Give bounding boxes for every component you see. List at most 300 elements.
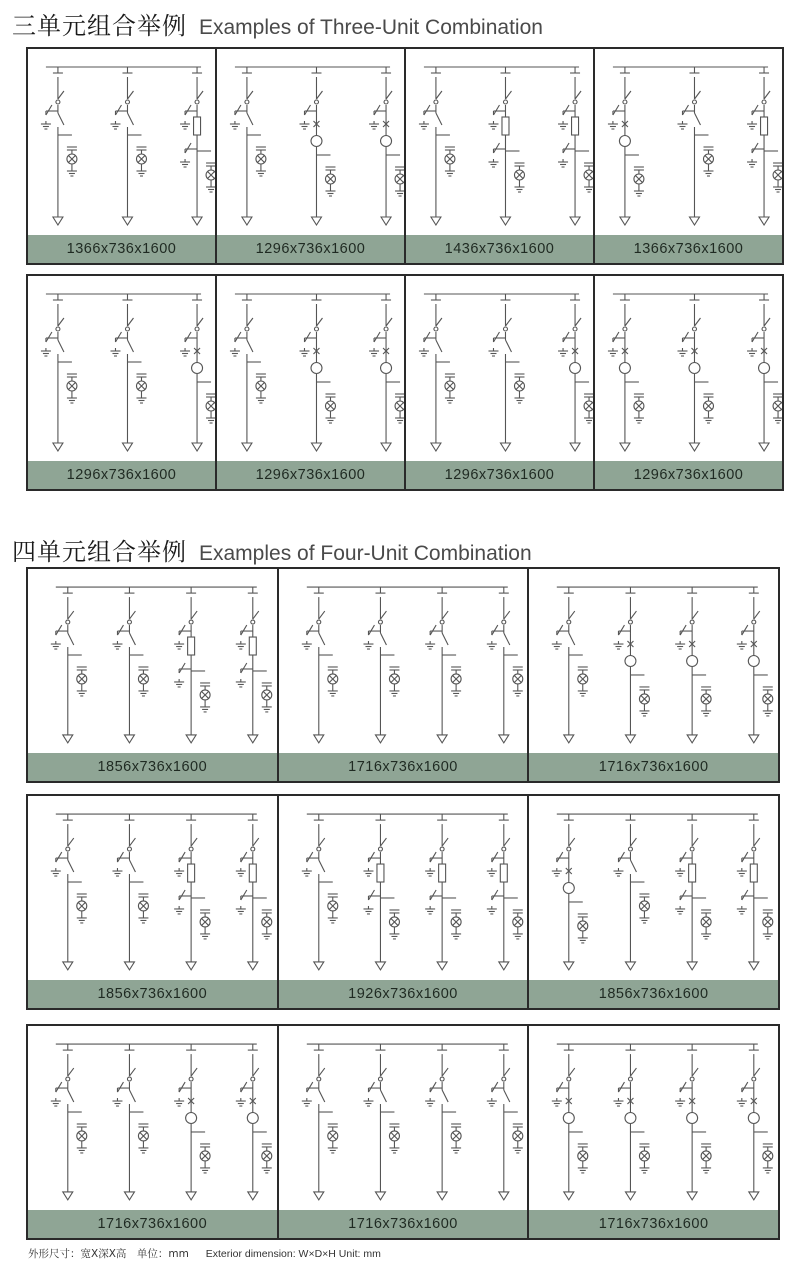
wire (742, 625, 748, 635)
cable-termination-icon (63, 1192, 73, 1200)
contact-icon (251, 847, 255, 851)
switch-blade (380, 633, 386, 645)
contact-icon (189, 1077, 193, 1081)
wire (179, 625, 185, 635)
ground-symbol (677, 348, 687, 356)
cable-termination-icon (431, 217, 441, 225)
cable-termination-icon (626, 735, 636, 743)
ct-icon (689, 363, 700, 374)
earthing-switch-icon (46, 332, 58, 342)
unit-lb (41, 304, 77, 451)
unit-cb (369, 304, 404, 451)
switch-blade (318, 860, 324, 872)
voltage-indicator-icon (67, 374, 77, 395)
ground-symbol (486, 868, 496, 876)
voltage-indicator-icon (701, 910, 711, 931)
ground-symbol (138, 915, 148, 923)
dimension-label: 1296x736x1600 (595, 461, 782, 489)
fuse-icon (194, 117, 201, 135)
earthing-switch-icon (619, 625, 631, 635)
switch-blade (127, 340, 133, 352)
switch-blade (68, 1068, 74, 1076)
switch-blade (247, 318, 253, 326)
cable-termination-icon (186, 735, 196, 743)
wire (179, 1082, 185, 1092)
cable-termination-icon (63, 735, 73, 743)
three-unit-grid-row-2 (26, 274, 784, 491)
earthing-switch-icon (682, 332, 694, 342)
ground-symbol (486, 641, 496, 649)
switch-blade (569, 633, 575, 645)
ground-symbol (425, 906, 435, 914)
cable-termination-icon (186, 1192, 196, 1200)
switch-blade (129, 1090, 135, 1102)
contact-icon (66, 1077, 70, 1081)
cable-termination-icon (192, 217, 202, 225)
wire (179, 852, 185, 862)
earthing-switch-icon (563, 143, 575, 153)
earthing-switch-icon (424, 332, 436, 342)
wire (115, 332, 121, 342)
wire (235, 332, 241, 342)
switch-blade (318, 633, 324, 645)
single-line-diagram (406, 276, 593, 461)
combination-panel (217, 276, 404, 489)
ground-symbol (675, 641, 685, 649)
earthing-switch-icon (306, 625, 318, 635)
ground-symbol (445, 168, 455, 176)
earthing-switch-icon (117, 852, 129, 862)
voltage-indicator-icon (773, 163, 782, 184)
footer-note-en: Exterior dimension: W×D×H Unit: mm (205, 1248, 381, 1260)
contact-icon (314, 100, 318, 104)
single-line-diagram (406, 49, 593, 235)
contact-icon (384, 327, 388, 331)
earthing-switch-icon (235, 105, 247, 115)
voltage-indicator-icon (389, 910, 399, 931)
unit-lb (301, 1054, 337, 1200)
dimension-label: 1716x736x1600 (529, 1210, 778, 1238)
ground-symbol (112, 641, 122, 649)
ground-symbol (77, 688, 87, 696)
cable-termination-icon (749, 735, 759, 743)
voltage-indicator-icon (327, 1124, 337, 1145)
wire (680, 625, 686, 635)
combination-panel (28, 1026, 277, 1238)
ground-symbol (327, 915, 337, 923)
switch-blade (442, 1068, 448, 1076)
ground-symbol (451, 688, 461, 696)
wire (563, 143, 569, 153)
ground-symbol (614, 641, 624, 649)
contact-icon (690, 847, 694, 851)
cable-termination-icon (124, 962, 134, 970)
ground-symbol (419, 348, 429, 356)
ground-symbol (578, 1165, 588, 1173)
unit-cb (552, 1054, 588, 1200)
ct-icon (186, 1113, 197, 1124)
switch-blade (754, 611, 760, 619)
switch-blade (380, 1068, 386, 1076)
voltage-indicator-icon (389, 1124, 399, 1145)
cable-termination-icon (498, 735, 508, 743)
unit-cb (677, 304, 713, 451)
switch-blade (503, 1068, 509, 1076)
cable-termination-icon (375, 962, 385, 970)
ground-symbol (488, 121, 498, 129)
switch-blade (380, 1090, 386, 1102)
voltage-indicator-icon (445, 374, 455, 395)
switch-blade (58, 113, 64, 125)
earthing-switch-icon (557, 852, 569, 862)
wire (241, 890, 247, 900)
ground-symbol (558, 348, 568, 356)
ground-symbol (136, 395, 146, 403)
combination-panel (28, 569, 277, 781)
ground-symbol (578, 688, 588, 696)
switch-blade (694, 91, 700, 99)
single-line-diagram (529, 1026, 778, 1210)
earthing-switch-icon (115, 105, 127, 115)
switch-blade (505, 340, 511, 352)
contact-icon (66, 620, 70, 624)
voltage-indicator-icon (763, 687, 773, 708)
ground-symbol (584, 415, 593, 423)
switch-blade (569, 611, 575, 619)
combination-panel (279, 1026, 528, 1238)
switch-blade (505, 318, 511, 326)
switch-blade (380, 838, 386, 846)
wire (56, 625, 62, 635)
voltage-indicator-icon (77, 894, 87, 915)
combination-panel (595, 276, 782, 489)
switch-blade (442, 611, 448, 619)
ground-symbol (578, 935, 588, 943)
earthing-switch-icon (742, 890, 754, 900)
cable-termination-icon (186, 962, 196, 970)
unit-lb (301, 597, 337, 743)
earthing-switch-icon (117, 1082, 129, 1092)
ground-symbol (174, 1098, 184, 1106)
earthing-switch-icon (179, 1082, 191, 1092)
footer-note-cn: 外形尺寸：宽X深X高 单位：mm (28, 1248, 189, 1260)
ground-symbol (236, 1098, 246, 1106)
ct-icon (311, 363, 322, 374)
voltage-indicator-icon (262, 1144, 272, 1165)
unit-pt (230, 77, 266, 225)
contact-icon (752, 1077, 756, 1081)
contact-icon (629, 847, 633, 851)
ground-symbol (486, 1098, 496, 1106)
ground-symbol (395, 188, 404, 196)
cable-termination-icon (687, 962, 697, 970)
ground-symbol (174, 868, 184, 876)
unit-lb (363, 1054, 399, 1200)
earthing-switch-icon (241, 1082, 253, 1092)
cable-termination-icon (437, 962, 447, 970)
section-title-cn: 四单元组合举例 (12, 538, 187, 566)
unit-lb (486, 597, 522, 743)
ct-icon (619, 363, 630, 374)
three-unit-section-title (12, 6, 543, 41)
voltage-indicator-icon (451, 910, 461, 931)
contact-icon (434, 100, 438, 104)
contact-icon (127, 1077, 131, 1081)
ground-symbol (737, 1098, 747, 1106)
contact-icon (440, 620, 444, 624)
fuse-icon (188, 637, 195, 655)
cable-termination-icon (242, 217, 252, 225)
switch-blade (68, 1090, 74, 1102)
wire (368, 625, 374, 635)
ground-symbol (425, 641, 435, 649)
ct-icon (381, 363, 392, 374)
wire (241, 1082, 247, 1092)
earthing-switch-icon (613, 105, 625, 115)
voltage-indicator-icon (451, 1124, 461, 1145)
wire (430, 852, 436, 862)
wire (368, 1082, 374, 1092)
single-line-diagram (529, 569, 778, 753)
cable-termination-icon (759, 217, 769, 225)
cable-termination-icon (689, 217, 699, 225)
earthing-switch-icon (430, 1082, 442, 1092)
unit-lb (486, 1054, 522, 1200)
unit-lb (230, 304, 266, 451)
ground-symbol (451, 1145, 461, 1153)
wire (56, 1082, 62, 1092)
earthing-switch-icon (680, 852, 692, 862)
contact-icon (752, 847, 756, 851)
contact-icon (567, 847, 571, 851)
contact-icon (503, 327, 507, 331)
voltage-indicator-icon (578, 914, 588, 935)
section-title-cn: 三单元组合举例 (12, 12, 187, 40)
ground-symbol (395, 415, 404, 423)
wire (493, 105, 499, 115)
wire (557, 852, 563, 862)
ground-symbol (262, 931, 272, 939)
switch-blade (316, 91, 322, 99)
voltage-indicator-icon (512, 910, 522, 931)
ground-symbol (389, 688, 399, 696)
dimension-label: 1296x736x1600 (217, 461, 404, 489)
unit-cb (174, 1054, 210, 1200)
switch-blade (380, 611, 386, 619)
cable-termination-icon (500, 443, 510, 451)
cable-termination-icon (313, 1192, 323, 1200)
ground-symbol (558, 159, 568, 167)
unit-lb (425, 597, 461, 743)
wire (306, 1082, 312, 1092)
earthing-switch-icon (491, 890, 503, 900)
earthing-switch-icon (185, 332, 197, 342)
voltage-indicator-icon (325, 167, 335, 188)
switch-blade (68, 838, 74, 846)
contact-icon (690, 620, 694, 624)
unit-cb (737, 1054, 773, 1200)
ground-symbol (325, 415, 335, 423)
wire (491, 890, 497, 900)
wire (493, 143, 499, 153)
ground-symbol (262, 704, 272, 712)
contact-icon (440, 1077, 444, 1081)
section-title-en: Examples of Three-Unit Combination (199, 16, 543, 39)
ground-symbol (614, 1098, 624, 1106)
dimension-label: 1716x736x1600 (529, 753, 778, 781)
ground-symbol (174, 641, 184, 649)
unit-fs (236, 597, 272, 743)
switch-blade (197, 91, 203, 99)
switch-blade (127, 91, 133, 99)
cable-termination-icon (242, 443, 252, 451)
combination-panel (529, 569, 778, 781)
cable-termination-icon (248, 962, 258, 970)
ground-symbol (256, 168, 266, 176)
ground-symbol (640, 915, 650, 923)
ct-icon (619, 136, 630, 147)
voltage-indicator-icon (325, 394, 335, 415)
voltage-indicator-icon (262, 910, 272, 931)
ground-symbol (763, 708, 773, 716)
voltage-indicator-icon (578, 1144, 588, 1165)
unit-lb (301, 824, 337, 970)
cable-termination-icon (564, 962, 574, 970)
unit-lb (110, 304, 146, 451)
contact-icon (316, 1077, 320, 1081)
cable-termination-icon (687, 1192, 697, 1200)
single-line-diagram (279, 1026, 528, 1210)
dimension-label: 1296x736x1600 (406, 461, 593, 489)
earthing-switch-icon (179, 625, 191, 635)
ground-symbol (327, 688, 337, 696)
ground-symbol (230, 348, 240, 356)
ct-icon (625, 656, 636, 667)
earthing-switch-icon (430, 852, 442, 862)
contact-icon (316, 847, 320, 851)
switch-blade (631, 1068, 637, 1076)
ground-symbol (325, 188, 335, 196)
switch-blade (694, 318, 700, 326)
voltage-indicator-icon (584, 394, 593, 415)
wire (46, 332, 52, 342)
cable-termination-icon (749, 1192, 759, 1200)
unit-pt (112, 824, 148, 970)
switch-blade (318, 1090, 324, 1102)
wire (424, 332, 430, 342)
contact-icon (127, 620, 131, 624)
ground-symbol (451, 931, 461, 939)
switch-blade (754, 838, 760, 846)
wire (374, 332, 380, 342)
cable-termination-icon (759, 443, 769, 451)
unit-lb (363, 597, 399, 743)
earthing-switch-icon (742, 625, 754, 635)
wire (368, 852, 374, 862)
voltage-indicator-icon (512, 1124, 522, 1145)
switch-blade (253, 611, 259, 619)
cable-termination-icon (620, 217, 630, 225)
combination-panel (28, 796, 277, 1008)
ground-symbol (369, 348, 379, 356)
cable-termination-icon (431, 443, 441, 451)
wire (56, 852, 62, 862)
unit-fs (747, 77, 782, 225)
fuse-icon (689, 864, 696, 882)
switch-blade (754, 1068, 760, 1076)
unit-fs (737, 824, 773, 970)
contact-icon (125, 327, 129, 331)
earthing-switch-icon (374, 332, 386, 342)
ct-icon (570, 363, 581, 374)
contact-icon (762, 100, 766, 104)
switch-blade (318, 611, 324, 619)
contact-icon (503, 100, 507, 104)
unit-cb (614, 1054, 650, 1200)
wire (430, 625, 436, 635)
contact-icon (762, 327, 766, 331)
contact-icon (251, 620, 255, 624)
contact-icon (690, 1077, 694, 1081)
ground-symbol (369, 121, 379, 129)
cable-termination-icon (620, 443, 630, 451)
wire (46, 105, 52, 115)
earthing-switch-icon (563, 105, 575, 115)
ground-symbol (514, 184, 524, 192)
cable-termination-icon (192, 443, 202, 451)
ground-symbol (200, 704, 210, 712)
voltage-indicator-icon (395, 394, 404, 415)
contact-icon (195, 327, 199, 331)
ground-symbol (51, 1098, 61, 1106)
earthing-switch-icon (374, 105, 386, 115)
switch-blade (631, 860, 637, 872)
ground-symbol (363, 868, 373, 876)
ground-symbol (703, 415, 713, 423)
combination-panel (529, 1026, 778, 1238)
unit-lb (552, 597, 588, 743)
switch-blade (247, 340, 253, 352)
ground-symbol (512, 688, 522, 696)
switch-blade (247, 91, 253, 99)
cable-termination-icon (122, 443, 132, 451)
earthing-switch-icon (185, 105, 197, 115)
fuse-icon (502, 117, 509, 135)
voltage-indicator-icon (584, 163, 593, 184)
switch-blade (58, 340, 64, 352)
switch-blade (129, 633, 135, 645)
switch-blade (575, 91, 581, 99)
unit-cb (675, 1054, 711, 1200)
earthing-switch-icon (613, 332, 625, 342)
voltage-indicator-icon (77, 1124, 87, 1145)
switch-blade (197, 318, 203, 326)
ground-symbol (301, 641, 311, 649)
cable-termination-icon (124, 1192, 134, 1200)
switch-blade (569, 1068, 575, 1076)
ground-symbol (675, 906, 685, 914)
voltage-indicator-icon (262, 683, 272, 704)
ground-symbol (389, 931, 399, 939)
unit-lb (425, 1054, 461, 1200)
cable-termination-icon (248, 1192, 258, 1200)
dimension-label: 1296x736x1600 (28, 461, 215, 489)
cable-termination-icon (313, 962, 323, 970)
contact-icon (623, 327, 627, 331)
cable-termination-icon (500, 217, 510, 225)
wire (619, 852, 625, 862)
cable-termination-icon (311, 217, 321, 225)
